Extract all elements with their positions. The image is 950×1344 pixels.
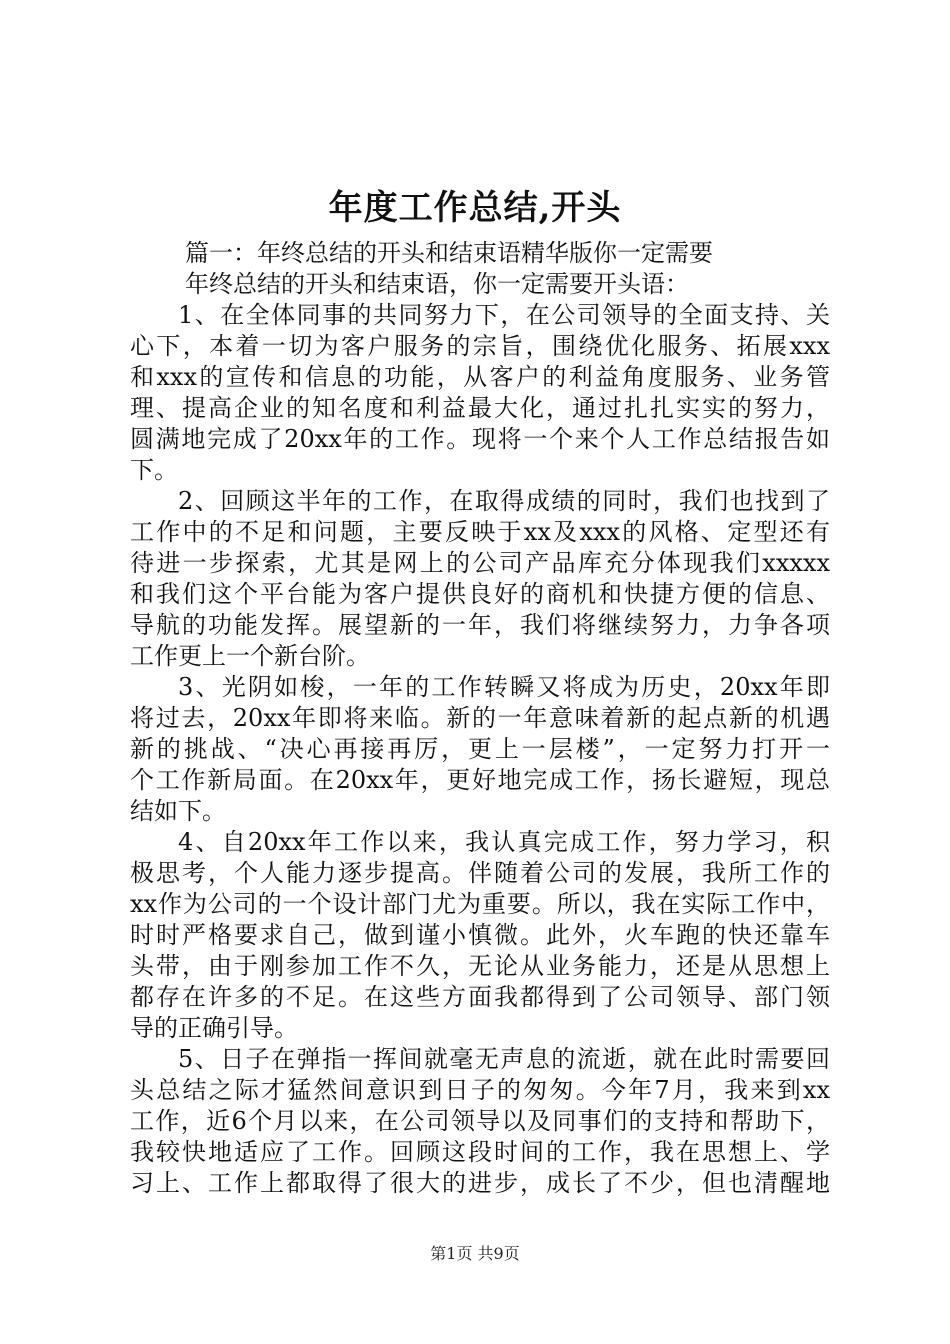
body-text-line: 篇一：年终总结的开头和结束语精华版你一定需要 xyxy=(185,239,713,267)
body-text-line: 5、日子在弹指一挥间就毫无声息的流逝，就在此时需要回 xyxy=(178,1045,830,1073)
body-text-line: 工作更上一个新台阶。 xyxy=(130,642,370,670)
body-text-line: 心下，本着一切为客户服务的宗旨，围绕优化服务、拓展xxx xyxy=(130,332,830,360)
body-text-line: 结如下。 xyxy=(130,797,226,825)
body-text-line: 导航的功能发挥。展望新的一年，我们将继续努力，力争各项 xyxy=(130,611,830,639)
body-text-line: 下。 xyxy=(130,456,178,484)
body-text-line: 3、光阴如梭，一年的工作转瞬又将成为历史，20xx年即 xyxy=(178,673,830,701)
body-text-line: 头带，由于刚参加工作不久，无论从业务能力，还是从思想上 xyxy=(130,952,830,980)
body-text-line: 都存在许多的不足。在这些方面我都得到了公司领导、部门领 xyxy=(130,983,830,1011)
body-text-line: 时时严格要求自己，做到谨小慎微。此外，火车跑的快还靠车 xyxy=(130,921,830,949)
body-text-line: 理、提高企业的知名度和利益最大化，通过扎扎实实的努力， xyxy=(130,394,830,422)
body-text-line: 头总结之际才猛然间意识到日子的匆匆。今年7月，我来到xx xyxy=(130,1076,830,1104)
page-footer: 第1页 共9页 xyxy=(430,1244,520,1263)
body-text-line: 导的正确引导。 xyxy=(130,1014,298,1042)
body-text-line: 年终总结的开头和结束语，你一定需要开头语： xyxy=(185,270,689,298)
body-text-line: 新的挑战、“决心再接再厉，更上一层楼”，一定努力打开一 xyxy=(130,735,830,763)
body-text-line: 2、回顾这半年的工作，在取得成绩的同时，我们也找到了 xyxy=(178,487,830,515)
body-text-line: 和我们这个平台能为客户提供良好的商机和快捷方便的信息、 xyxy=(130,580,830,608)
body-text-line: 1、在全体同事的共同努力下，在公司领导的全面支持、关 xyxy=(178,301,830,329)
body-text-line: 个工作新局面。在20xx年，更好地完成工作，扬长避短，现总 xyxy=(130,766,830,794)
body-text-line: xx作为公司的一个设计部门尤为重要。所以，我在实际工作中， xyxy=(130,890,830,918)
body-text-line: 工作，近6个月以来，在公司领导以及同事们的支持和帮助下， xyxy=(130,1107,830,1135)
body-text-line: 工作中的不足和问题，主要反映于xx及xxx的风格、定型还有 xyxy=(130,518,830,546)
document-title: 年度工作总结,开头 xyxy=(328,188,622,228)
body-text-line: 待进一步探索，尤其是网上的公司产品库充分体现我们xxxxx xyxy=(130,549,830,577)
body-text-line: 将过去，20xx年即将来临。新的一年意味着新的起点新的机遇 xyxy=(130,704,830,732)
body-text-line: 极思考，个人能力逐步提高。伴随着公司的发展，我所工作的 xyxy=(130,859,830,887)
body-text-line: 4、自20xx年工作以来，我认真完成工作，努力学习，积 xyxy=(178,828,830,856)
document-body xyxy=(130,238,830,1199)
body-text-line: 习上、工作上都取得了很大的进步，成长了不少，但也清醒地 xyxy=(130,1169,830,1197)
body-text-line: 和xxx的宣传和信息的功能，从客户的利益角度服务、业务管 xyxy=(130,363,830,391)
body-text-line: 我较快地适应了工作。回顾这段时间的工作，我在思想上、学 xyxy=(130,1138,830,1166)
body-text-line: 圆满地完成了20xx年的工作。现将一个来个人工作总结报告如 xyxy=(130,425,830,453)
